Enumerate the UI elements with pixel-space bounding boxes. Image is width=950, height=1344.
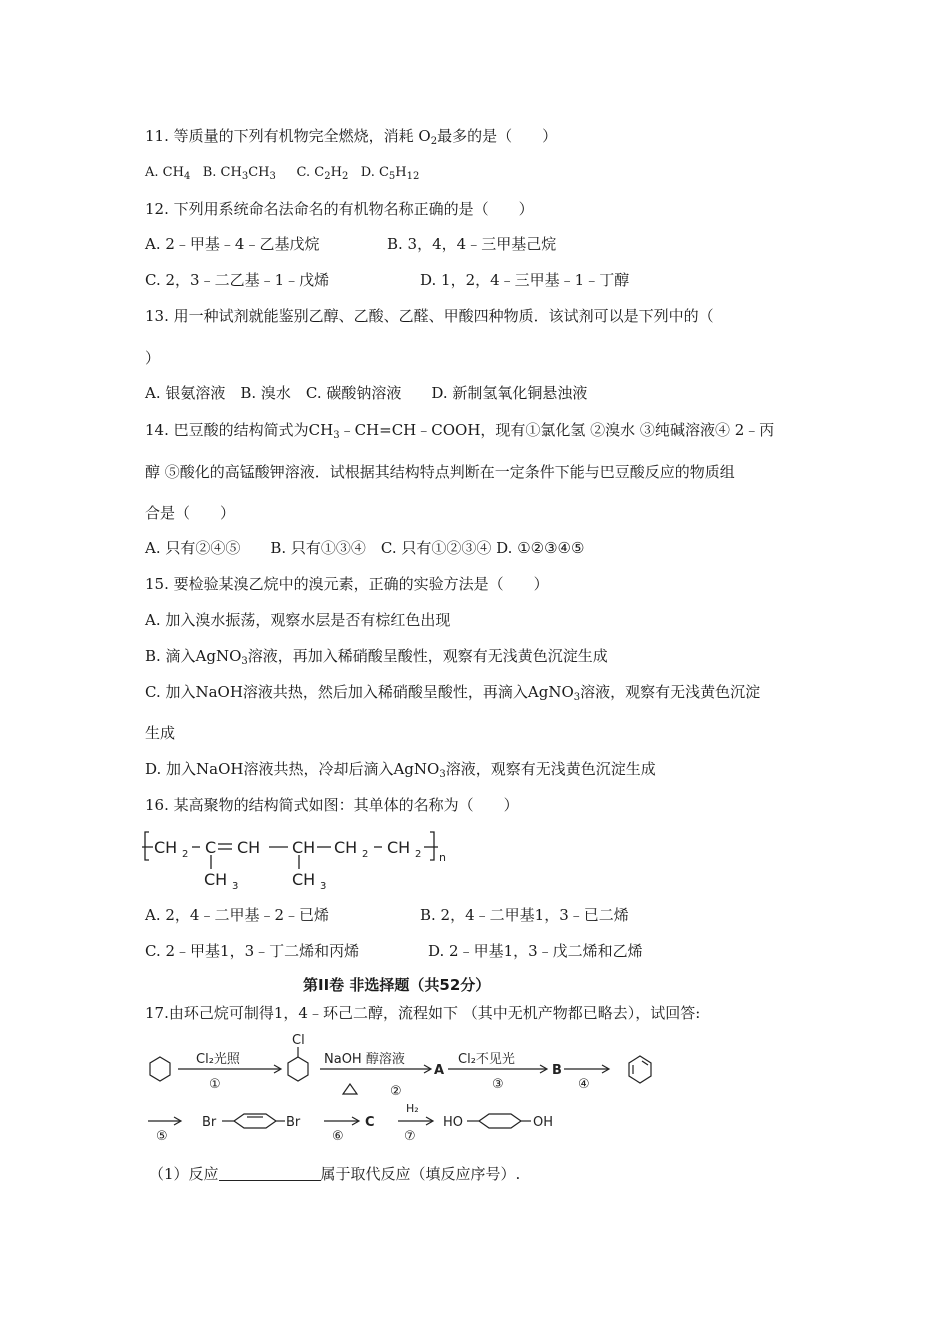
q15-option-b: B. 滴入AgNO$_3$溶液，再加入稀硝酸呈酸性，观察有无浅黄色沉淀生成 [145,647,608,667]
bromine-right: Br [286,1115,301,1130]
answer-blank[interactable] [219,1166,321,1181]
svg-text:2: 2 [182,849,189,860]
step-6: ⑥ [332,1129,344,1144]
chlorocyclohexane-ring [288,1057,308,1081]
q13-options: A. 银氨溶液 B. 溴水 C. 碳酸钠溶液 D. 新制氢氧化铜悬浊液 [145,384,588,402]
dibromocyclohexene-ring [234,1114,276,1128]
q17-sub1: （1）反应 属于取代反应（填反应序号）. [149,1165,521,1183]
formula-ch2-3: CH [387,838,411,857]
svg-text:2: 2 [362,849,369,860]
svg-text:3: 3 [232,881,239,892]
q12-option-c: C. 2，3﹣二乙基﹣1﹣戊烯 [145,271,330,289]
q12-stem: 12. 下列用系统命名法命名的有机物名称正确的是（ ） [145,200,534,218]
intermediate-b: B [552,1063,562,1078]
formula-ch: CH [237,838,261,857]
q15-option-d: D. 加入NaOH溶液共热，冷却后滴入AgNO$_3$溶液，观察有无浅黄色沉淀生成 [145,760,656,780]
q11-option-b: B. $CH_3CH_3$ [202,165,276,182]
q14-options: A. 只有②④⑤ B. 只有①③④ C. 只有①②③④ D. ①②③④⑤ [145,539,585,557]
q16-option-d: D. 2﹣甲基1，3﹣戊二烯和乙烯 [428,942,643,960]
q12-option-b: B. 3，4，4﹣三甲基己烷 [387,235,557,253]
q16-option-c: C. 2﹣甲基1，3﹣丁二烯和丙烯 [145,942,360,960]
hydroxyl-left: HO [443,1115,464,1130]
formula-ch2-2: CH [334,838,358,857]
chlorine-label: Cl [292,1033,305,1048]
q11-option-c: C. $C_2H_2$ [296,165,349,182]
cyclohexanediol-ring [479,1114,521,1128]
q15-option-a: A. 加入溴水振荡，观察水层是否有棕红色出现 [145,611,451,629]
hydroxyl-right: OH [533,1115,554,1130]
reagent-naoh: NaOH 醇溶液 [324,1052,405,1067]
q16-option-a: A. 2，4﹣二甲基﹣2﹣已烯 [145,906,329,924]
q11-option-a: A. $CH_4$ [145,165,191,182]
formula-ch3-2: CH [292,870,316,889]
formula-ch2-1: CH [154,838,178,857]
q11-stem: 11. 等质量的下列有机物完全燃烧，消耗 $O_2$最多的是（ ） [145,127,558,147]
q12-option-d: D. 1，2，4﹣三甲基﹣1﹣丁醇 [420,271,630,289]
step-4: ④ [578,1077,590,1092]
svg-text:2: 2 [415,849,422,860]
q15-option-c-cont: 生成 [145,724,176,742]
q17-stem: 17.由环己烷可制得1，4﹣环己二醇，流程如下 （其中无机产物都已略去），试回答: [145,1004,701,1022]
formula-ch-2: CH [292,838,316,857]
step-1: ① [209,1077,221,1092]
reagent-h2: H₂ [406,1102,419,1115]
reagent-cl2-light: Cl₂光照 [196,1052,240,1067]
cyclohexadiene-ring [629,1056,651,1083]
q14-stem-line2: 醇 ⑤酸化的高锰酸钾溶液．试根据其结构特点判断在一定条件下能与巴豆酸反应的物质组 [145,463,735,481]
intermediate-c: C [365,1115,375,1130]
q11-option-d: D. $C_5H_{12}$ [360,165,420,182]
q13-stem: 13. 用一种试剂就能鉴别乙醇、乙酸、乙醛、甲酸四种物质．该试剂可以是下列中的（ [145,307,714,325]
q15-stem: 15. 要检验某溴乙烷中的溴元素，正确的实验方法是（ ） [145,575,549,593]
q12-option-a: A. 2﹣甲基﹣4﹣乙基戊烷 [145,235,320,253]
section-title: 第II卷 非选择题（共52分） [303,976,491,994]
bromine-left: Br [202,1115,217,1130]
polymer-structure [142,828,482,894]
reaction-scheme [140,1032,680,1150]
heat-triangle-icon [343,1084,357,1094]
q14-stem-line3: 合是（ ） [145,504,236,522]
q14-stem: 14. 巴豆酸的结构简式为$CH_3﹣CH=CH﹣COOH$，现有①氯化氢 ②溴水 ③纯碱溶液④ 2﹣丙 [145,421,775,441]
formula-ch3-1: CH [204,870,228,889]
q16-option-b: B. 2，4﹣二甲基1，3﹣已二烯 [420,906,629,924]
intermediate-a: A [434,1063,445,1078]
step-3: ③ [492,1077,504,1092]
svg-text:3: 3 [320,881,327,892]
step-2: ② [390,1084,402,1099]
q11-options [145,163,419,183]
reagent-cl2-dark: Cl₂不见光 [458,1052,515,1067]
q15-option-c: C. 加入NaOH溶液共热，然后加入稀硝酸呈酸性，再滴入AgNO$_3$溶液，观察有无浅黄色沉淀 [145,683,761,703]
cyclohexane-ring [150,1057,170,1081]
formula-n: n [439,851,446,864]
q13-stem-cont: ） [145,349,161,367]
q16-stem: 16. 某高聚物的结构简式如图：其单体的名称为（ ） [145,796,519,814]
formula-c: C [205,838,217,857]
step-7: ⑦ [404,1129,416,1144]
step-5: ⑤ [156,1129,168,1144]
